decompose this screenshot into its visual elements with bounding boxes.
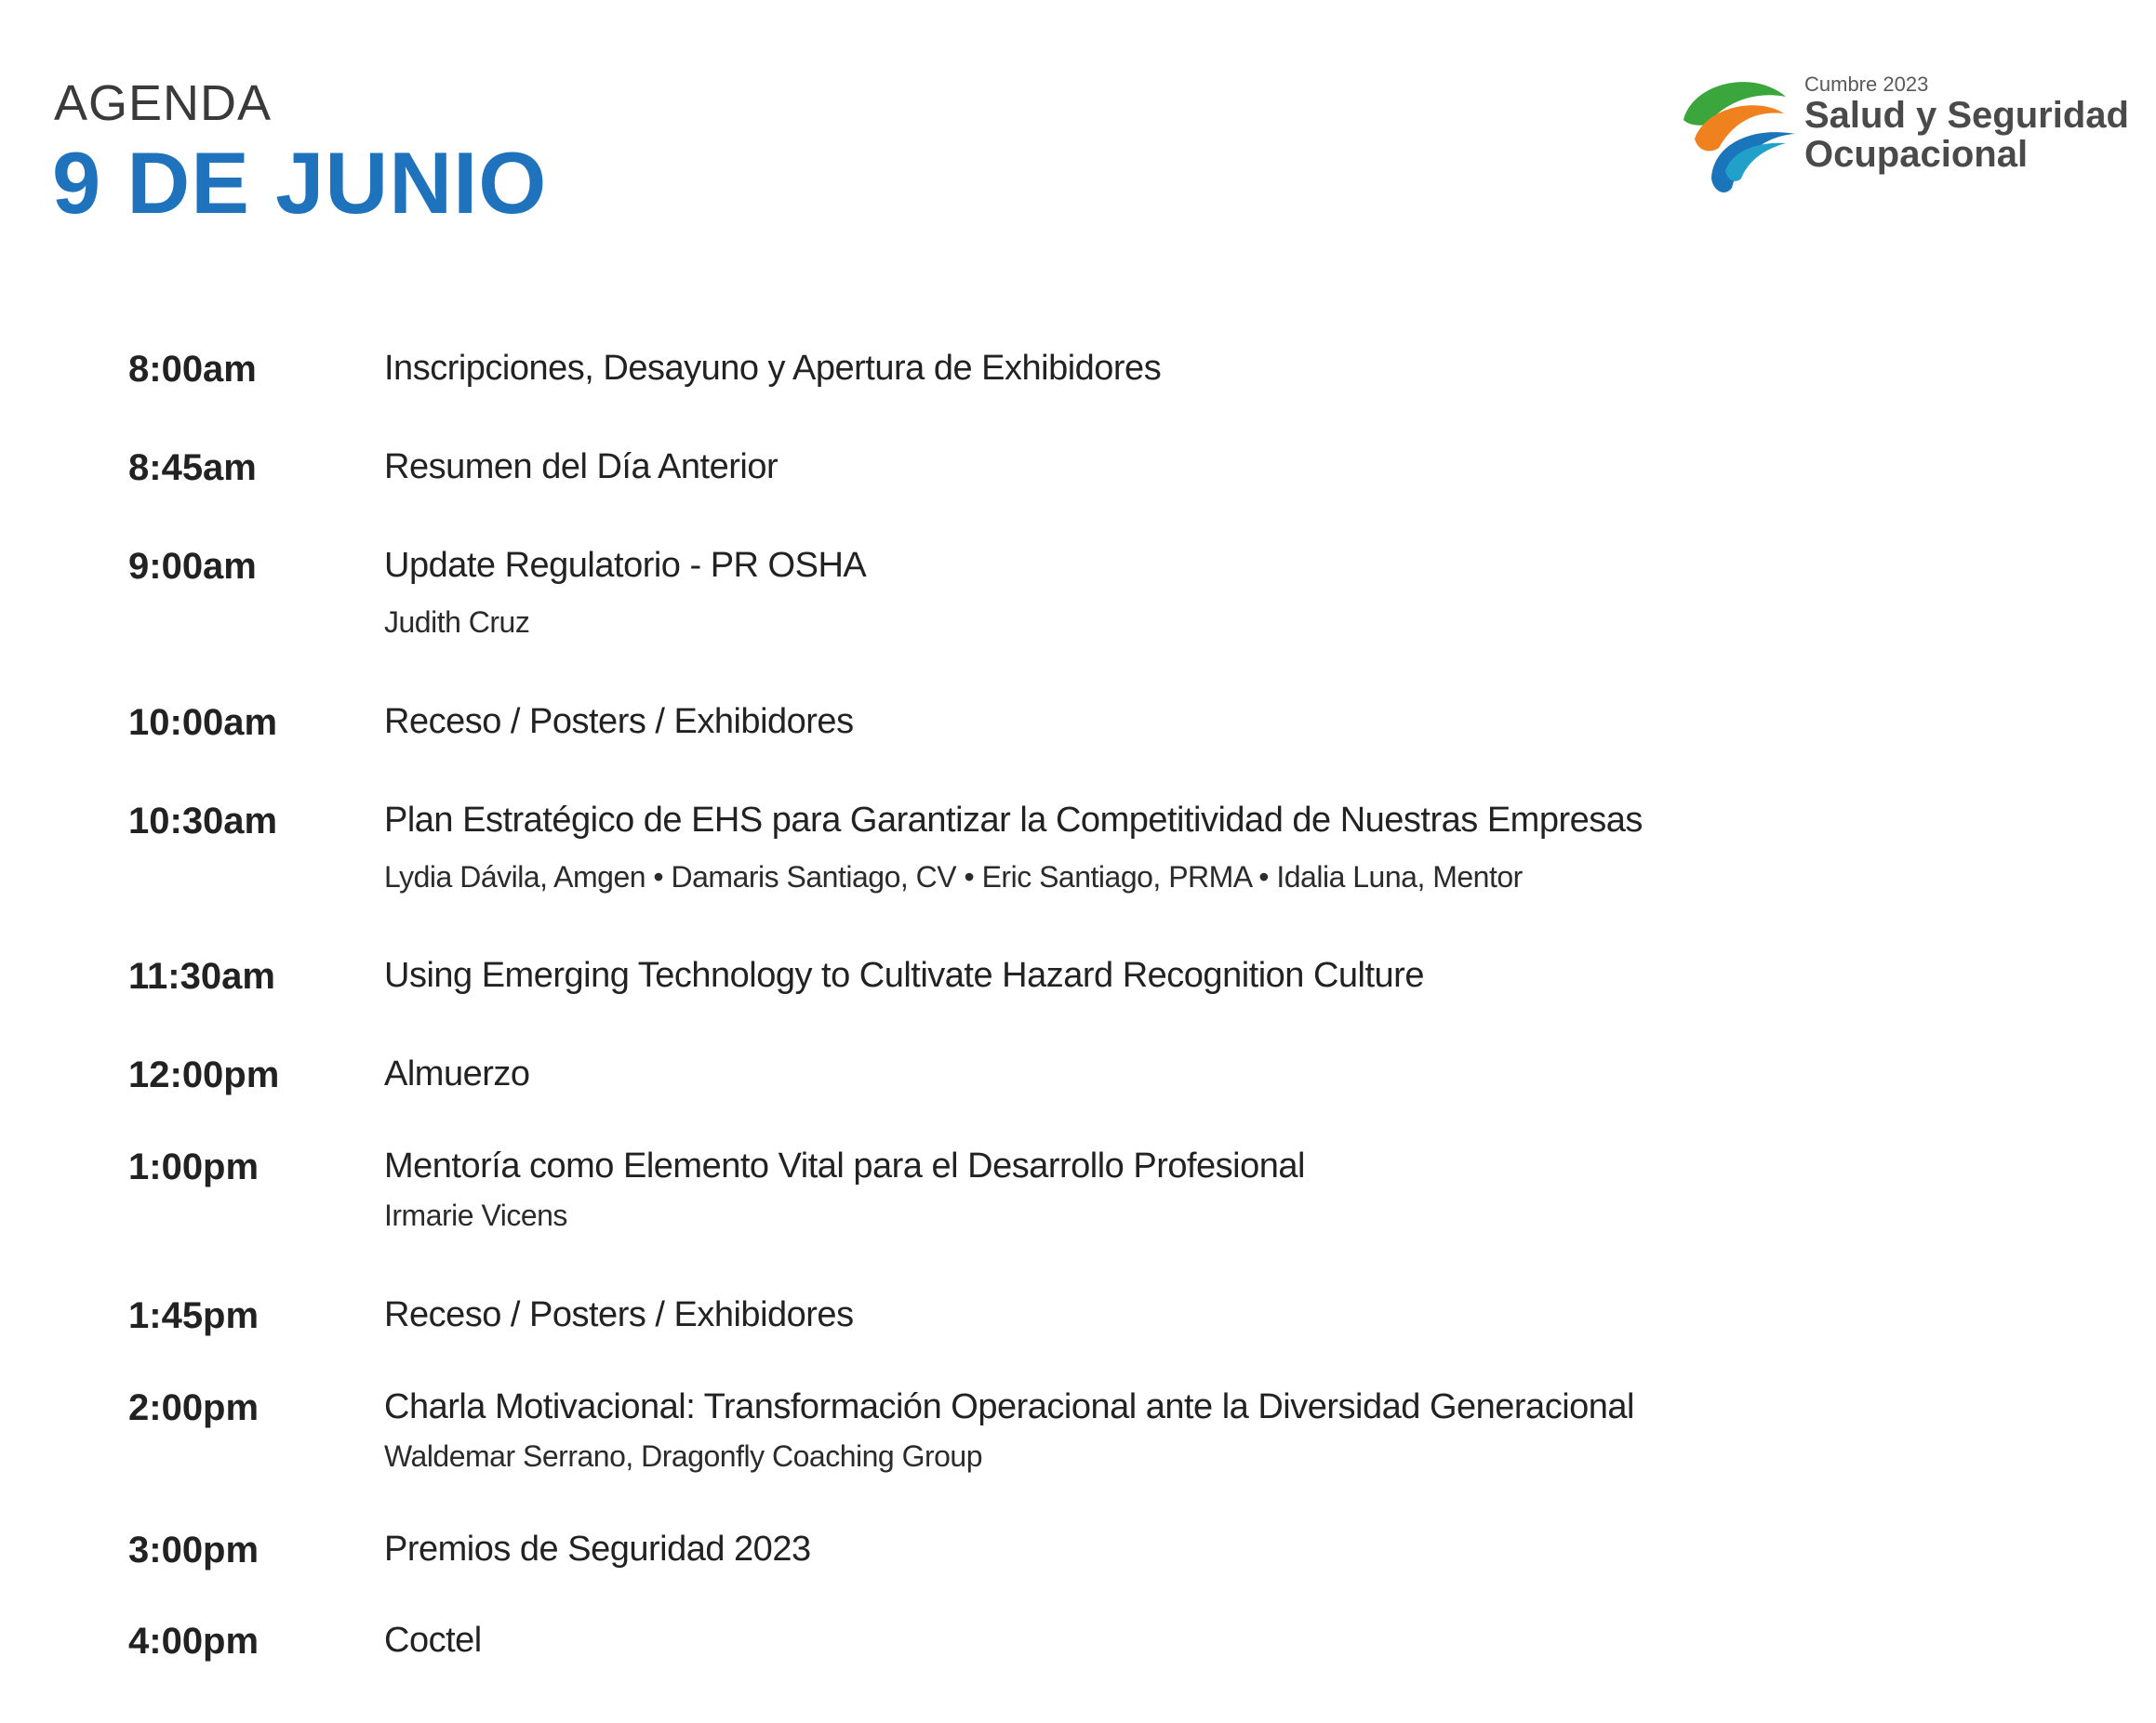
agenda-time: 10:00am — [128, 702, 278, 743]
agenda-title: Inscripciones, Desayuno y Apertura de Exhibidores — [384, 349, 1162, 388]
agenda-title: Using Emerging Technology to Cultivate Hazard Recognition Culture — [384, 956, 1424, 995]
agenda-title: Premios de Seguridad 2023 — [384, 1530, 811, 1569]
agenda-time: 2:00pm — [128, 1387, 260, 1428]
agenda-time: 9:00am — [128, 546, 257, 587]
agenda-title: Coctel — [384, 1621, 482, 1660]
agenda-speaker: Lydia Dávila, Amgen • Damaris Santiago, CV • Eric Santiago, PRMA • Idalia Luna, Mentor — [384, 860, 1523, 894]
agenda-title: Receso / Posters / Exhibidores — [384, 1295, 854, 1334]
agenda-speaker: Waldemar Serrano, Dragonfly Coaching Group — [384, 1439, 983, 1473]
logo-year: Cumbre 2023 — [1804, 73, 1929, 96]
agenda-title: Plan Estratégico de EHS para Garantizar la Competitividad de Nuestras Empresas — [384, 801, 1643, 840]
agenda-speaker: Irmarie Vicens — [384, 1199, 567, 1232]
agenda-time: 4:00pm — [128, 1621, 260, 1662]
agenda-title: Update Regulatorio - PR OSHA — [384, 546, 867, 585]
logo-title-line2: Ocupacional — [1804, 134, 2029, 175]
agenda-time: 3:00pm — [128, 1530, 260, 1571]
agenda-title: Charla Motivacional: Transformación Operacional ante la Diversidad Generacional — [384, 1387, 1634, 1426]
agenda-time: 1:45pm — [128, 1295, 260, 1336]
agenda-title: Resumen del Día Anterior — [384, 447, 779, 486]
agenda-time: 1:00pm — [128, 1146, 260, 1187]
agenda-time: 10:30am — [128, 801, 278, 842]
agenda-date: 9 DE JUNIO — [52, 134, 548, 232]
logo-title-line1: Salud y Seguridad — [1804, 95, 2129, 136]
agenda-label: AGENDA — [54, 75, 273, 131]
agenda-speaker: Judith Cruz — [384, 605, 530, 639]
agenda-title: Almuerzo — [384, 1054, 530, 1093]
agenda-title: Mentoría como Elemento Vital para el Desarrollo Profesional — [384, 1146, 1305, 1186]
agenda-time: 8:00am — [128, 349, 257, 390]
agenda-time: 12:00pm — [128, 1054, 280, 1095]
agenda-time: 8:45am — [128, 447, 257, 488]
agenda-time: 11:30am — [128, 956, 275, 997]
agenda-title: Receso / Posters / Exhibidores — [384, 702, 854, 741]
